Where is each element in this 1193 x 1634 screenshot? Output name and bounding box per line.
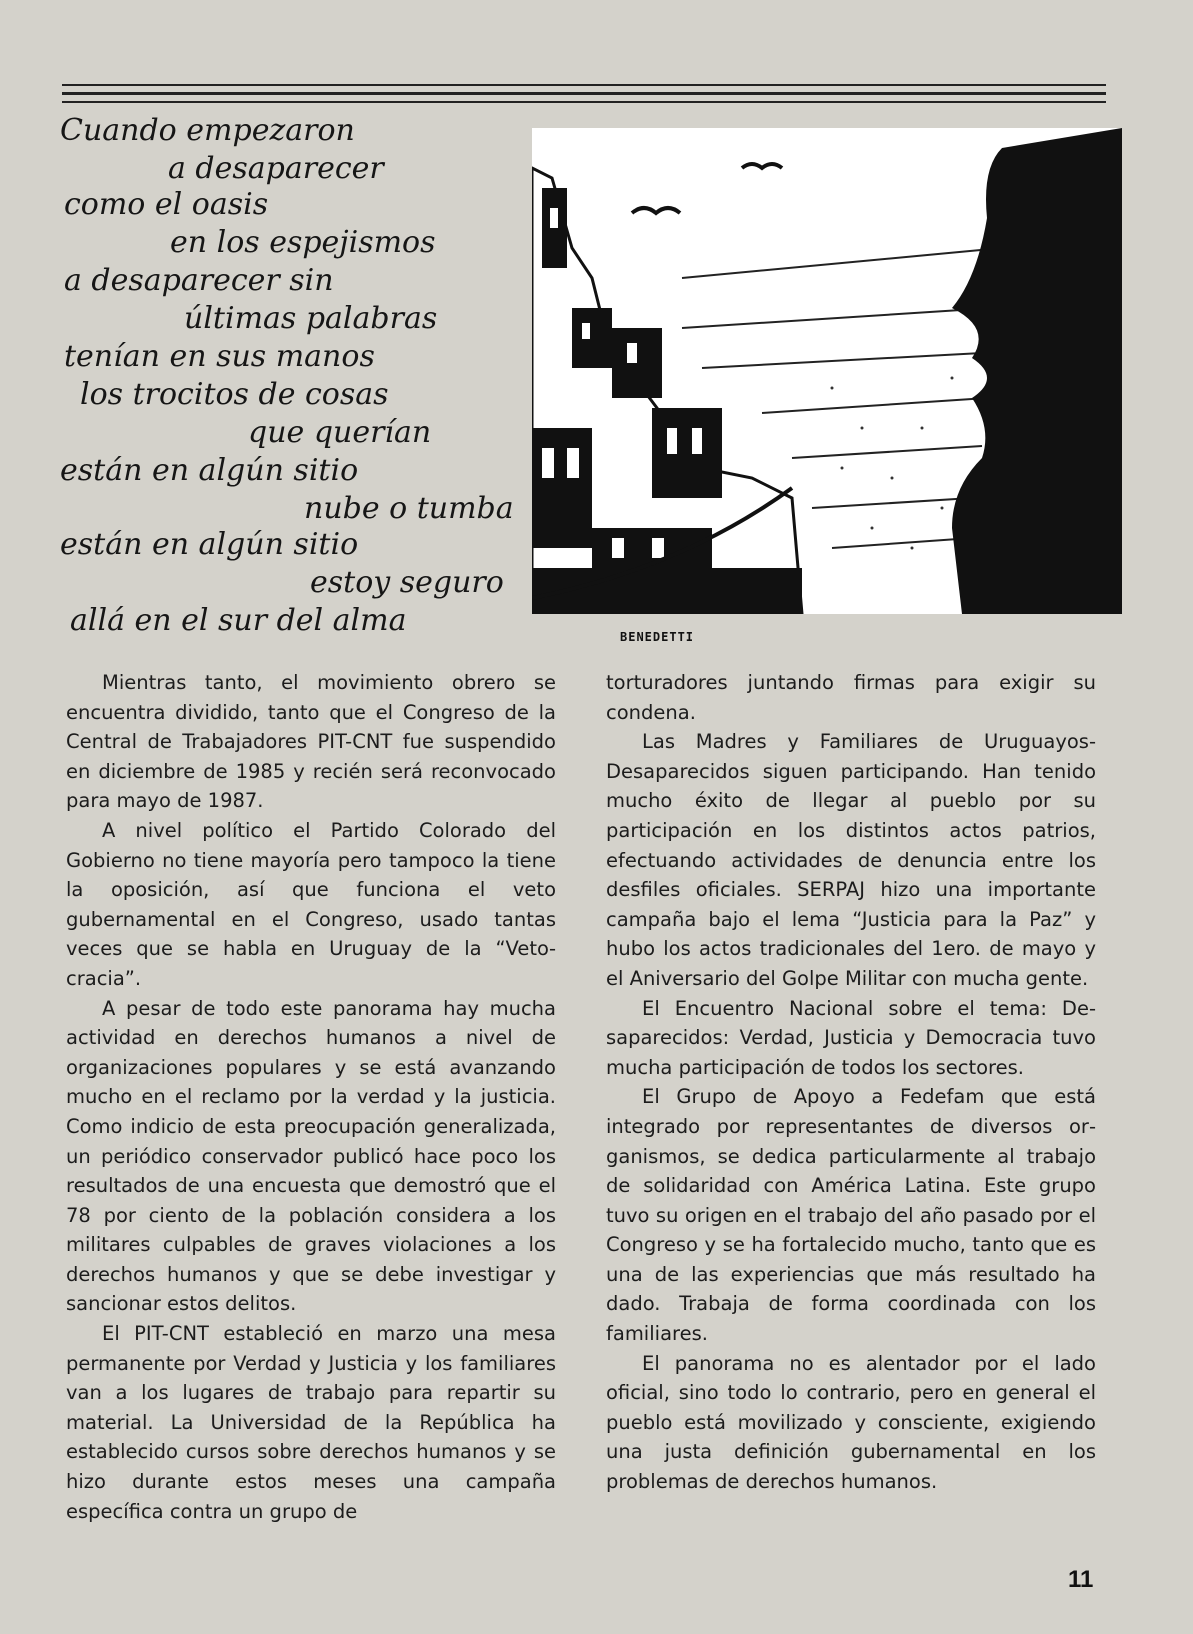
poem-line: en los espejismos [170, 225, 436, 260]
poem-line: estoy seguro [310, 565, 504, 600]
poem-line: los trocitos de cosas [80, 377, 389, 412]
paragraph: A nivel político el Partido Colorado del Gobierno no tiene mayoría pero tampoco la tiene la oposición, así que funciona el veto gubernamental en el Congreso, usado tantas veces que se habla en Uruguay de la “Vetocracia”. [66, 818, 556, 990]
poem-line: nube o tumba [304, 491, 514, 526]
poem-line: como el oasis [64, 187, 269, 222]
header-rule-middle [62, 92, 1106, 95]
paragraph: El Encuentro Nacional sobre el tema: Desaparecidos: Verdad, Justicia y Democracia tuvo mucha participación de todos los sectores. [606, 996, 1096, 1079]
article-column-left [66, 668, 556, 1526]
poem-line: están en algún sitio [60, 527, 359, 562]
article-column-right [606, 668, 1096, 1497]
paragraph: A pesar de todo este panorama hay mucha actividad en derechos humanos a nivel de organizaciones populares y se está avanzando mucho en el reclamo por la verdad y la justicia. Como indicio de esta preocupación generalizada, un periódico conservador publicó hace poco los resultados de una encuesta que demostró que el 78 por ciento de la población considera a los militares culpables de graves violaciones a los derechos humanos y que se debe investigar y sancionar estos delitos. [66, 996, 556, 1316]
paragraph: Las Madres y Familiares de Uruguayos-Desaparecidos siguen participando. Han tenido mucho éxito de llegar al pueblo por su participación en los distintos actos patrios, efectuando actividades de denuncia entre los desfiles oficiales. SERPAJ hizo una importante campaña bajo el lema “Justicia para la Paz” y hubo los actos tradicionales del 1ero. de mayo y el Aniversario del Golpe Militar con mucha gente. [606, 730, 1096, 990]
poem-line: que querían [248, 415, 432, 450]
paragraph-continuation: torturadores juntando firmas para exigir su condena. [606, 671, 1096, 724]
paragraph: El Grupo de Apoyo a Fedefam que está integrado por representantes de diversos organismos, se dedica particularmente al trabajo de solidaridad con América Latina. Este grupo tuvo su origen en el trabajo del año pasado por el Congreso y se ha fortalecido mucho, tanto que es una de las experiencias que más resultado ha dado. Trabaja de forma coordinada con los familiares. [606, 1085, 1096, 1346]
paragraph: El PIT-CNT estableció en marzo una mesa permanente por Verdad y Justicia y los familiares van a los lugares de trabajo para repartir su material. La Universidad de la República ha establecido cursos sobre derechos humanos y se hizo durante estos meses una campaña específica contra un grupo de [66, 1322, 556, 1523]
handwritten-poem [60, 110, 540, 650]
poem-line: a desaparecer [168, 151, 384, 186]
ink-illustration [532, 128, 1122, 614]
poem-line: allá en el sur del alma [70, 603, 407, 638]
illustrator-signature: BENEDETTI [620, 630, 695, 644]
poem-line: tenían en sus manos [64, 339, 375, 374]
page-number: 11 [1068, 1566, 1094, 1593]
poem-line: a desaparecer sin [64, 263, 334, 298]
poem-line: últimas palabras [184, 301, 438, 336]
paragraph: El panorama no es alentador por el lado oficial, sino todo lo contrario, pero en general el pueblo está movilizado y consciente, exigiendo una justa definición gubernamental en los problemas de derechos humanos. [606, 1351, 1096, 1494]
illustration-drawing [532, 128, 1122, 614]
header-rule-top [62, 84, 1106, 86]
header-rule-bottom [62, 101, 1106, 103]
poem-line: Cuando empezaron [60, 113, 355, 148]
paragraph: Mientras tanto, el movimiento obrero se encuentra dividido, tanto que el Congreso de la Central de Trabajadores PIT-CNT fue suspendido en diciembre de 1985 y recién será reconvocado para mayo de 1987. [66, 671, 556, 813]
poem-line: están en algún sitio [60, 453, 359, 488]
